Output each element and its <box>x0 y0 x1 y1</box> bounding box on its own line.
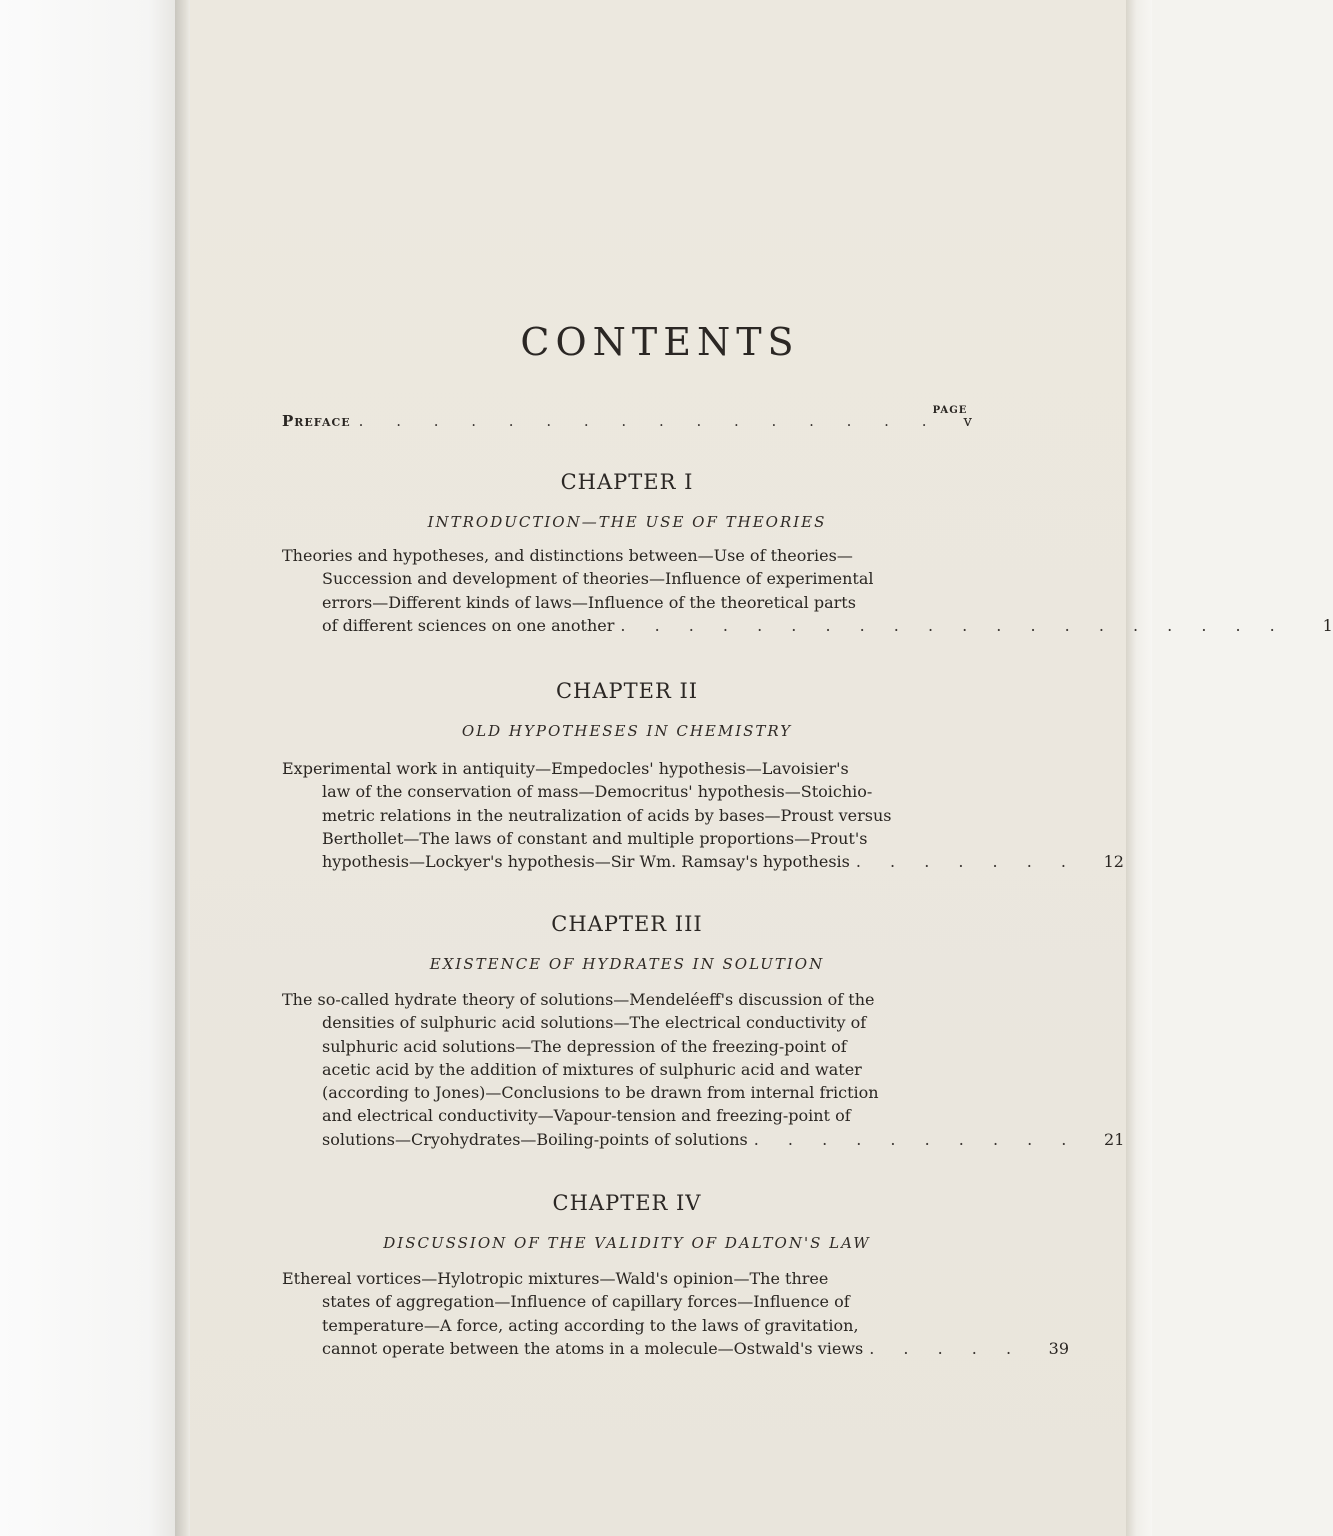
page-number: 21 <box>1104 1129 1125 1149</box>
page-edge <box>1126 0 1152 1536</box>
chapter-subtitle: EXISTENCE OF HYDRATES IN SOLUTION <box>429 955 825 973</box>
entry-line: of different sciences on one another <box>322 615 615 635</box>
entry-line: (according to Jones)—Conclusions to be drawn from internal friction <box>322 1083 879 1103</box>
entry-line: densities of sulphuric acid solutions—The electrical conductivity of <box>322 1013 867 1033</box>
leader-dots: . . . . . <box>869 1338 1024 1358</box>
entry-line: metric relations in the neutralization of acids by bases—Proust versus <box>322 805 892 825</box>
entry-line: states of aggregation—Influence of capillary forces—Influence of <box>322 1292 850 1312</box>
entry-line: law of the conservation of mass—Democritus' hypothesis—Stoichio- <box>322 782 873 802</box>
entry-line: temperature—A force, acting according to the laws of gravitation, <box>322 1315 859 1335</box>
entry-line: Ethereal vortices—Hylotropic mixtures—Wald's opinion—The three <box>282 1269 829 1288</box>
entry-line: solutions—Cryohydrates—Boiling-points of solutions <box>322 1129 748 1149</box>
facing-page <box>0 0 175 1536</box>
page-number: 12 <box>1103 852 1124 872</box>
page-column-label: PAGE <box>932 405 968 416</box>
chapter-entry <box>282 988 1125 1151</box>
chapter-heading: CHAPTER II <box>555 679 699 703</box>
chapter-entry <box>282 544 1333 637</box>
entry-line: sulphuric acid solutions—The depression of the freezing-point of <box>322 1036 847 1056</box>
leader-dots: . . . . . . . <box>855 852 1078 872</box>
chapter-heading: CHAPTER IV <box>552 1191 702 1215</box>
leader-dots: . . . . . . . . . . <box>753 1129 1079 1149</box>
leader-dots: . . . . . . . . . . . . . . . . <box>358 412 941 430</box>
chapter-subtitle: DISCUSSION OF THE VALIDITY OF DALTON'S LAW <box>383 1234 871 1252</box>
chapter-subtitle: INTRODUCTION—THE USE OF THEORIES <box>427 513 827 531</box>
chapter-heading: CHAPTER I <box>560 470 694 494</box>
entry-line: cannot operate between the atoms in a molecule—Ostwald's views <box>322 1338 864 1358</box>
preface-label: Preface <box>282 412 351 430</box>
entry-line: Theories and hypotheses, and distinctions between—Use of theories— <box>282 546 853 565</box>
page-number: v <box>963 412 972 430</box>
entry-line: errors—Different kinds of laws—Influence of the theoretical parts <box>322 592 856 612</box>
page-number: 1 <box>1322 615 1333 635</box>
entry-line: Experimental work in antiquity—Empedocles' hypothesis—Lavoisier's <box>282 759 849 778</box>
entry-line: Succession and development of theories—Influence of experimental <box>322 569 874 589</box>
chapter-heading: CHAPTER III <box>551 912 703 936</box>
chapter-entry <box>282 757 1124 873</box>
chapter-subtitle: OLD HYPOTHESES IN CHEMISTRY <box>461 722 793 740</box>
chapter-entry <box>282 1267 1070 1360</box>
leader-dots: . . . . . . . . . . . . . . . . . . . . <box>620 615 1287 635</box>
page-title: CONTENTS <box>520 320 800 364</box>
entry-line: Berthollet—The laws of constant and multiple proportions—Prout's <box>322 828 868 848</box>
entry-line: acetic acid by the addition of mixtures of sulphuric acid and water <box>322 1059 862 1079</box>
entry-line: hypothesis—Lockyer's hypothesis—Sir Wm. Ramsay's hypothesis <box>322 852 850 872</box>
entry-line: and electrical conductivity—Vapour-tension and freezing-point of <box>322 1106 851 1126</box>
page-number: 39 <box>1048 1338 1070 1358</box>
preface-entry <box>282 412 972 442</box>
entry-line: The so-called hydrate theory of solutions—Mendeléeff's discussion of the <box>282 990 875 1009</box>
